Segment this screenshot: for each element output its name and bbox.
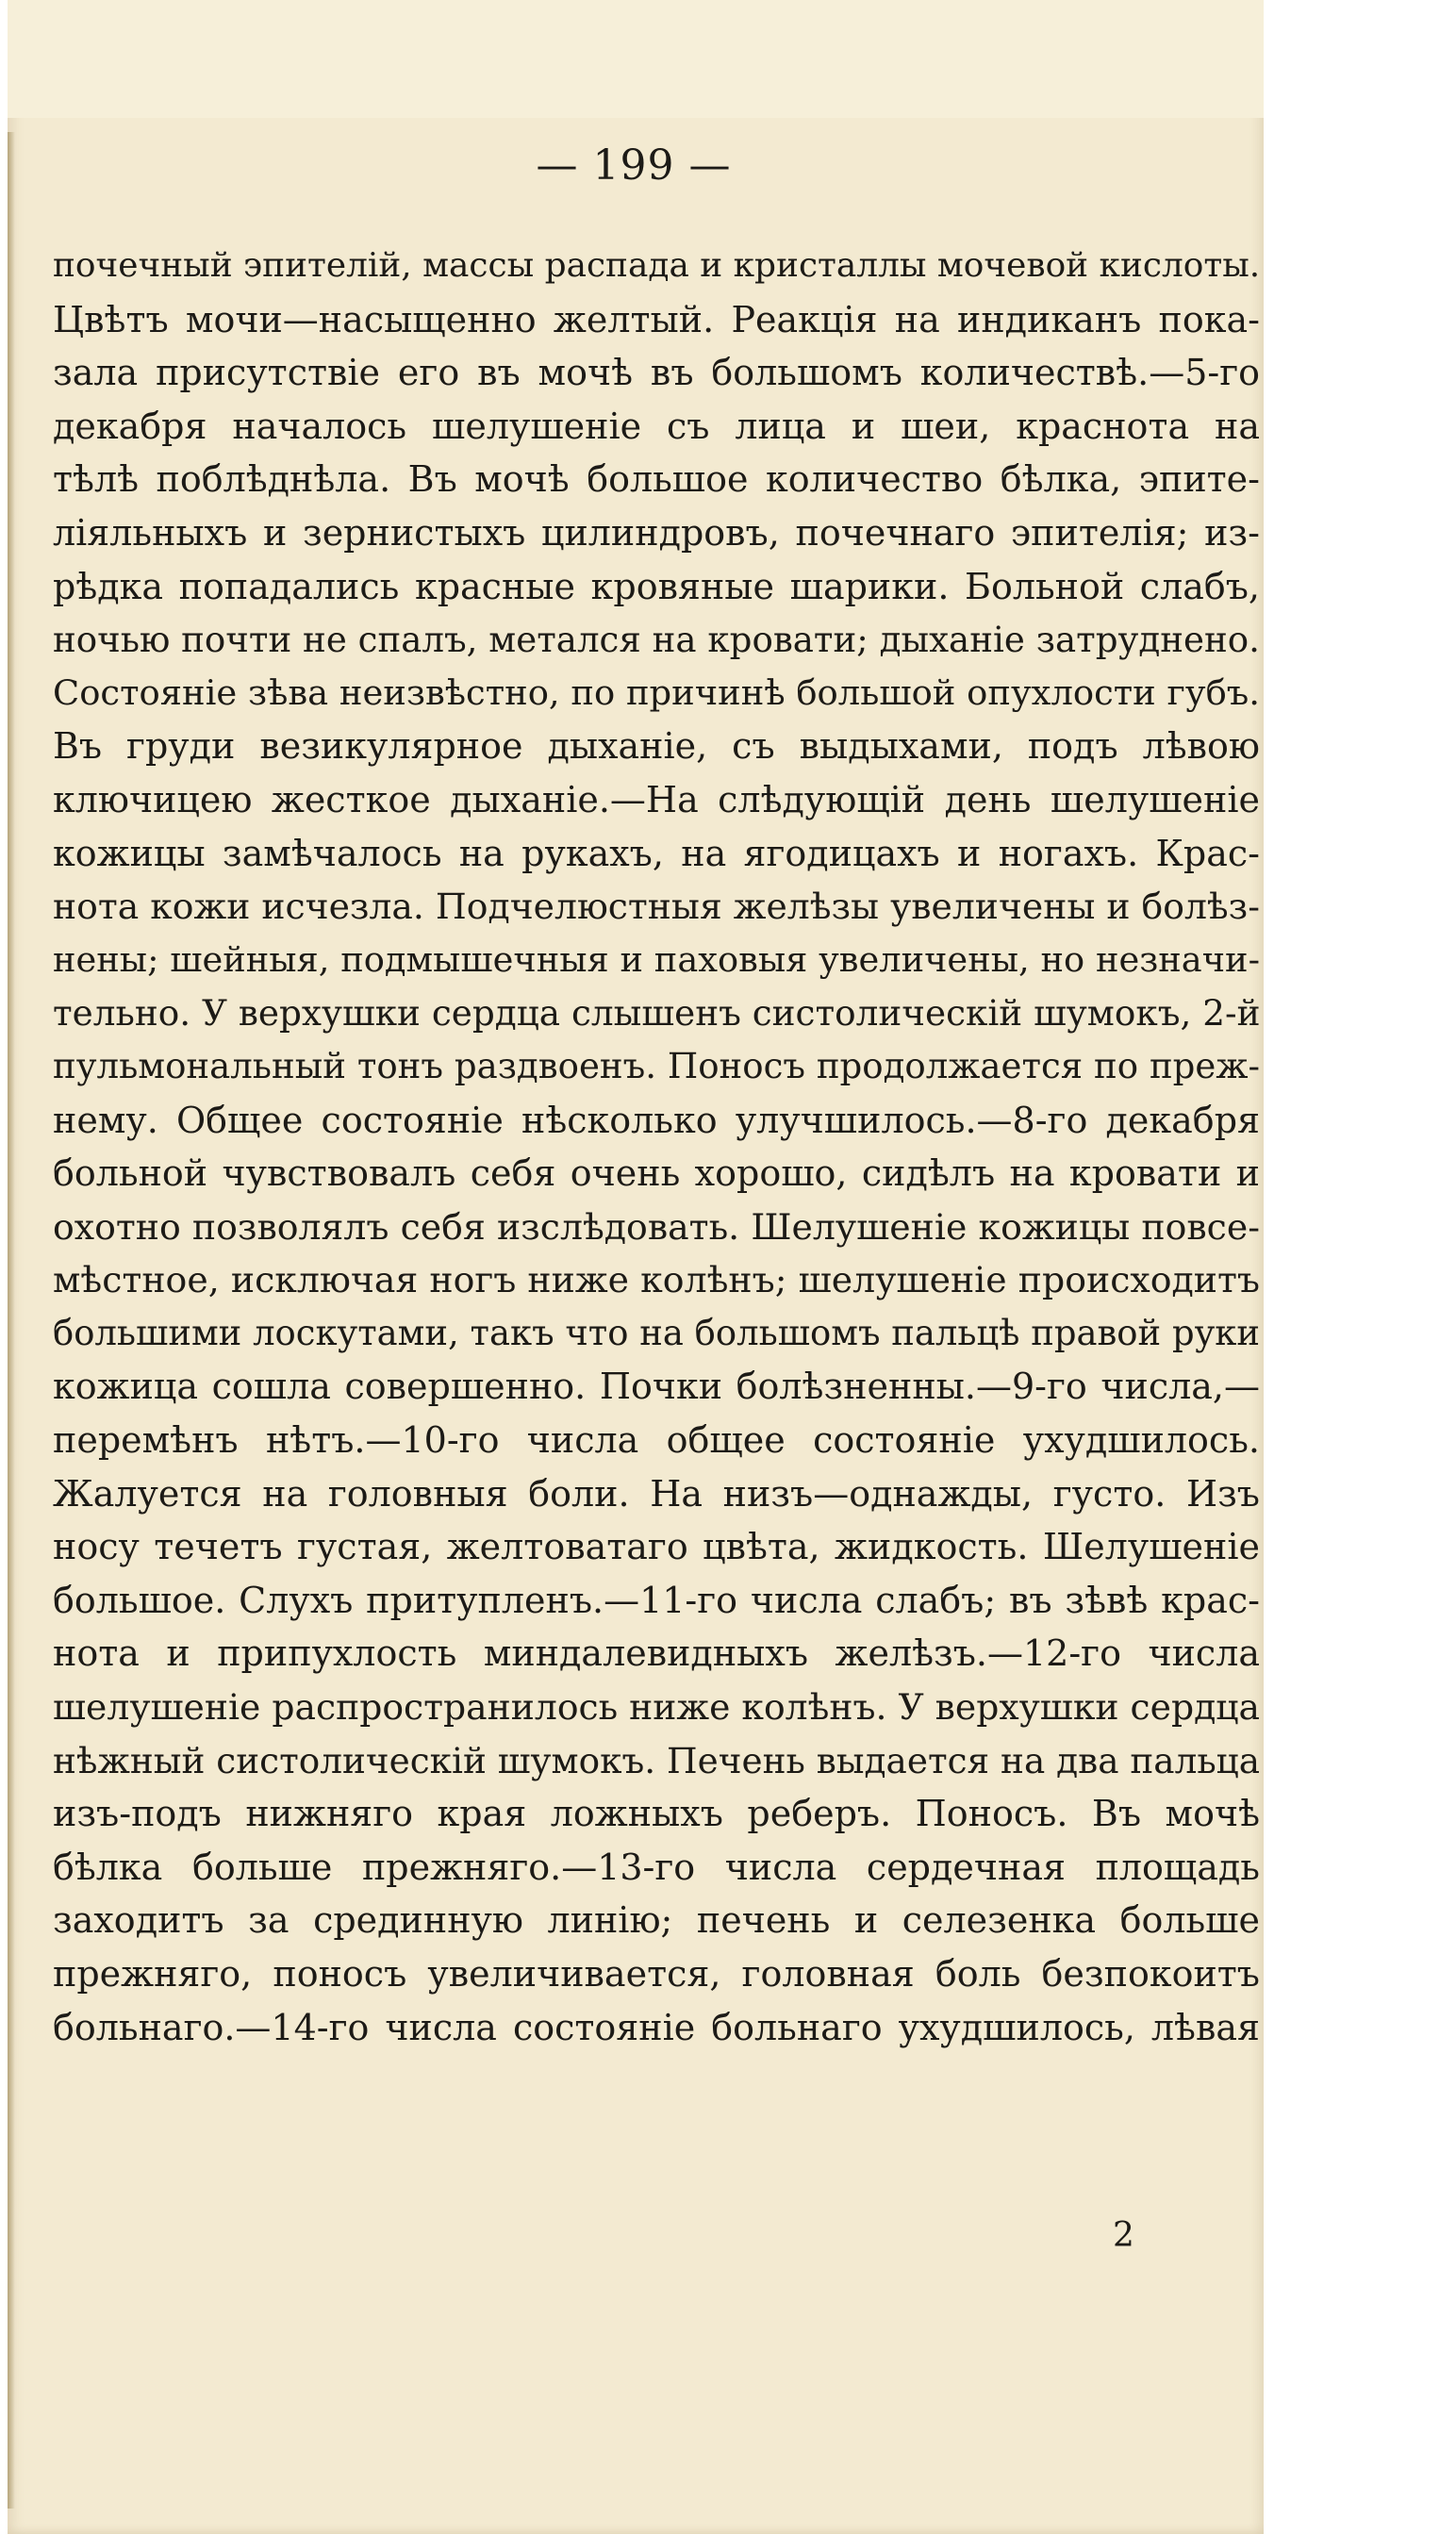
text-line: зала присутствіе его въ мочѣ въ большомъ количествѣ.—5-го [53, 352, 1260, 394]
text-line: носу течетъ густая, желтоватаго цвѣта, жидкость. Шелушеніе [53, 1526, 1260, 1568]
text-line: тѣлѣ поблѣднѣла. Въ мочѣ большое количество бѣлка, эпите- [53, 458, 1260, 501]
text-line: большими лоскутами, такъ что на большомъ пальцѣ правой руки [53, 1312, 1260, 1353]
text-line: Жалуется на головныя боли. На низъ—однажды, густо. Изъ [53, 1472, 1260, 1515]
page-spine-shadow [8, 132, 15, 2509]
text-line: больнаго.—14-го числа состояніе больнаго ухудшилось, лѣвая [53, 2006, 1260, 2048]
text-line: заходитъ за срединную линію; печень и селезенка больше [53, 1899, 1260, 1942]
text-line: Цвѣтъ мочи—насыщенно желтый. Реакція на индиканъ пока- [53, 298, 1260, 340]
text-line: ночью почти не спалъ, метался на кровати; дыханіе затруднено. [53, 619, 1260, 661]
text-line: рѣдка попадались красные кровяные шарики. Больной слабъ, [53, 565, 1260, 607]
text-line: шелушеніе распространилось ниже колѣнъ. У верхушки сердца [53, 1686, 1261, 1729]
text-line: декабря началось шелушеніе съ лица и шеи, краснота на [53, 405, 1260, 447]
text-line: почечный эпителій, массы распада и кристаллы мочевой кислоты. [53, 246, 1261, 285]
text-line: ключицею жесткое дыханіе.—На слѣдующій день шелушеніе [53, 778, 1260, 820]
paper-top-strip [8, 0, 1264, 118]
text-line: пульмональный тонъ раздвоенъ. Поносъ продолжается по преж- [53, 1045, 1260, 1086]
text-line: нему. Общее состояніе нѣсколько улучшилось.—8-го декабря [53, 1099, 1260, 1141]
text-line: охотно позволялъ себя изслѣдовать. Шелушеніе кожицы повсе- [53, 1205, 1260, 1248]
text-line: Въ груди везикулярное дыханіе, съ выдыхами, подъ лѣвою [53, 725, 1260, 768]
text-line: мѣстное, исключая ногъ ниже колѣнъ; шелушеніе происходитъ [53, 1259, 1260, 1301]
text-line: нота кожи исчезла. Подчелюстныя желѣзы увеличены и болѣз- [53, 886, 1260, 928]
text-line: тельно. У верхушки сердца слышенъ систолическій шумокъ, 2-й [53, 992, 1261, 1035]
text-line: нота и припухлость миндалевидныхъ желѣзъ.—12-го числа [53, 1632, 1260, 1675]
page-number: — 199 — [536, 141, 732, 190]
text-line: кожицы замѣчалось на рукахъ, на ягодицахъ и ногахъ. Крас- [53, 832, 1260, 874]
text-line: кожица сошла совершенно. Почки болѣзненны.—9-го числа,— [53, 1366, 1260, 1408]
text-line: нены; шейныя, подмышечныя и паховыя увеличены, но незначи- [53, 938, 1260, 980]
text-line: нѣжный систолическій шумокъ. Печень выдается на два пальца [53, 1739, 1260, 1781]
text-line: бѣлка больше прежняго.—13-го числа сердечная площадь [53, 1846, 1260, 1888]
text-line: Состояніе зѣва неизвѣстно, по причинѣ большой опухлости губъ. [53, 671, 1260, 713]
text-line: больной чувствовалъ себя очень хорошо, сидѣлъ на кровати и [53, 1152, 1260, 1195]
text-line: изъ-подъ нижняго края ложныхъ реберъ. Поносъ. Въ мочѣ [53, 1793, 1260, 1835]
signature-mark: 2 [1113, 2216, 1134, 2255]
text-line: прежняго, поносъ увеличивается, головная боль безпокоитъ [53, 1953, 1260, 1995]
body-text [53, 240, 1260, 2054]
text-line: большое. Слухъ притупленъ.—11-го числа слабъ; въ зѣвѣ крас- [53, 1579, 1260, 1621]
text-line: ліяльныхъ и зернистыхъ цилиндровъ, почечнаго эпителія; из- [53, 511, 1260, 554]
text-line: перемѣнъ нѣтъ.—10-го числа общее состояніе ухудшилось. [53, 1419, 1260, 1462]
